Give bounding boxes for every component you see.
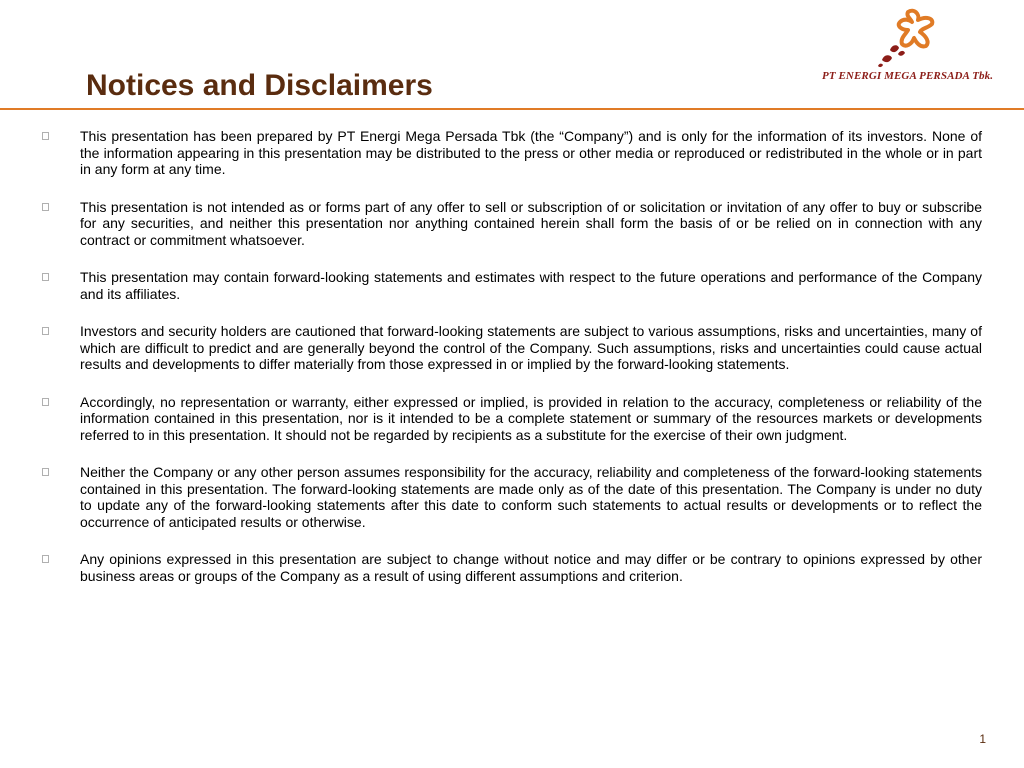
list-item-text: Accordingly, no representation or warranty, either expressed or implied, is provided in relation to the accuracy, completeness or reliability of the information contained in this presentation, nor is it intended to be a complete statement or summary of the resources markets or developments referred to in this presentation. It should not be regarded by recipients as a substitute for the exercise of their own judgment. — [80, 393, 982, 443]
list-item-text: Investors and security holders are cautioned that forward-looking statements are subject to various assumptions, risks and uncertainties, many of which are difficult to predict and are generally beyond the control of the Company. Such assumptions, risks and uncertainties could cause actual results and developments to differ materially from those expressed in or implied by the forward-looking statements. — [80, 323, 982, 372]
disclaimer-list — [40, 128, 982, 605]
bullet-square-icon — [42, 203, 49, 211]
title-divider — [0, 108, 1024, 110]
list-item-text: Neither the Company or any other person assumes responsibility for the accuracy, reliability and completeness of the forward-looking statements contained in this presentation. The forward-looking statements are made only as of the date of this presentation. The Company is under no duty to update any of the forward-looking statements after this date to conform such statements to actual results or developments or to reflect the occurrence of anticipated results or otherwise. — [80, 464, 982, 530]
bullet-square-icon — [42, 327, 49, 335]
list-item — [40, 128, 982, 178]
list-item-text: Any opinions expressed in this presentation are subject to change without notice and may differ or be contrary to opinions expressed by other business areas or groups of the Company as a result of using different assumptions and criterion. — [80, 551, 982, 584]
bullet-square-icon — [42, 555, 49, 563]
star-logo-icon — [874, 6, 964, 70]
list-item — [40, 269, 982, 302]
slide-title: Notices and Disclaimers — [86, 69, 433, 102]
list-item-text: This presentation is not intended as or forms part of any offer to sell or subscription of or solicitation or invitation of any offer to buy or subscribe for any securities, and neither this presentation nor anything contained herein shall form the basis of or be relied on in connection with any contract or commitment whatsoever. — [80, 198, 982, 248]
bullet-square-icon — [42, 398, 49, 406]
list-item — [40, 199, 982, 249]
logo-company-name: PT ENERGI MEGA PERSADA Tbk. — [822, 70, 994, 82]
company-logo — [812, 4, 1018, 90]
list-item — [40, 323, 982, 373]
list-item-text: This presentation has been prepared by PT Energi Mega Persada Tbk (the “Company”) and is only for the information of its investors. None of the information appearing in this presentation may be distributed to the press or other media or reproduced or redistributed in the whole or in part in any form at any time. — [80, 128, 982, 177]
list-item-text: This presentation may contain forward-looking statements and estimates with respect to the future operations and performance of the Company and its affiliates. — [80, 269, 982, 302]
bullet-square-icon — [42, 468, 49, 476]
page-number: 1 — [979, 732, 986, 746]
list-item — [40, 464, 982, 530]
list-item — [40, 394, 982, 444]
bullet-square-icon — [42, 273, 49, 281]
list-item — [40, 551, 982, 584]
bullet-square-icon — [42, 132, 49, 140]
